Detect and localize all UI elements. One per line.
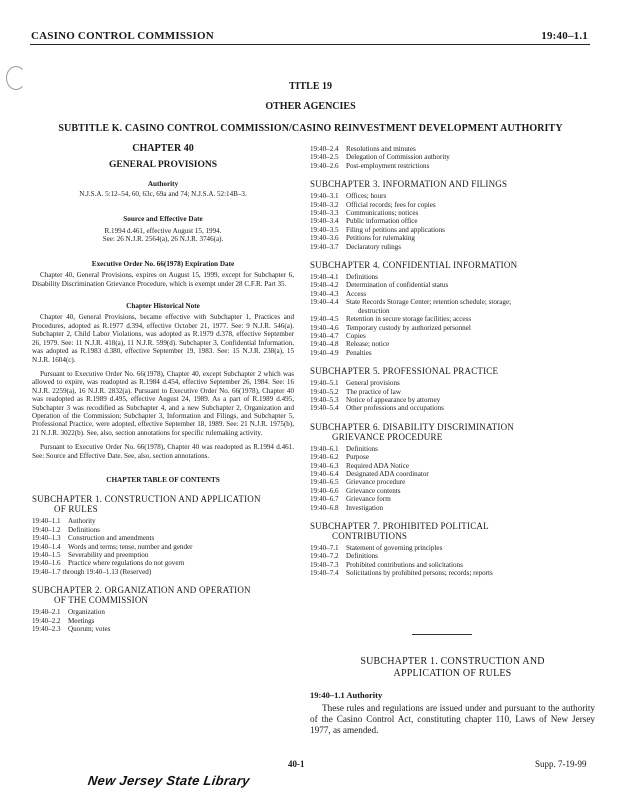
toc-item-number: 19:40–4.5 — [310, 315, 339, 324]
toc-item — [310, 192, 595, 200]
toc-item-title: Retention in secure storage facilities; access — [346, 315, 472, 324]
toc-subchapter-7-line-1: SUBCHAPTER 7. PROHIBITED POLITICAL — [310, 521, 489, 531]
toc-item-number: 19:40–2.5 — [310, 153, 339, 162]
toc-item-title: Grievance contents — [346, 486, 401, 495]
toc-item-number: 19:40–3.3 — [310, 209, 339, 218]
toc-item-title: Communications; notices — [346, 209, 419, 218]
toc-item — [32, 608, 294, 616]
toc-item-number: 19:40–2.6 — [310, 161, 339, 170]
toc-item-title: Temporary custody by authorized personnel — [346, 323, 471, 332]
toc-item-number: 19:40–3.2 — [310, 200, 339, 209]
body-subchapter-1-line-2: APPLICATION OF RULES — [393, 668, 512, 679]
toc-item-number: 19:40–6.4 — [310, 469, 339, 478]
toc-item — [310, 153, 595, 161]
library-stamp: New Jersey State Library — [86, 773, 251, 788]
toc-subchapter-1-list — [32, 517, 294, 576]
right-column — [310, 145, 595, 578]
source-line-2: See: 26 N.J.R. 2564(a), 26 N.J.R. 3746(a). — [102, 235, 224, 244]
toc-item — [310, 552, 595, 560]
toc-item — [310, 226, 595, 234]
toc-subchapter-6-line-2: GRIEVANCE PROCEDURE — [332, 431, 443, 442]
toc-item-title: Definitions — [68, 525, 100, 534]
toc-item-title: Solicitations by prohibited persons; records; reports — [346, 569, 493, 578]
toc-item-number: 19:40–1.4 — [32, 542, 61, 551]
toc-item — [32, 517, 294, 525]
toc-item — [310, 298, 595, 306]
toc-item-number: 19:40–2.1 — [32, 608, 61, 617]
toc-item-title: Filing of petitions and applications — [346, 225, 445, 234]
toc-item — [32, 617, 294, 625]
history-heading: Chapter Historical Note — [126, 302, 200, 311]
toc-item-number: 19:40–5.2 — [310, 387, 339, 396]
toc-item-title: Required ADA Notice — [346, 461, 410, 470]
toc-subchapter-2-line-2: OF THE COMMISSION — [54, 595, 149, 606]
toc-item-title: Practice where regulations do not govern — [68, 559, 185, 568]
toc-item-number: 19:40–3.1 — [310, 192, 339, 201]
exec-order-heading: Executive Order No. 66(1978) Expiration Date — [91, 259, 235, 268]
toc-subchapter-7-line-2: CONTRIBUTIONS — [332, 531, 408, 541]
toc-item-title: Notice of appearance by attorney — [346, 395, 441, 404]
toc-item — [310, 217, 595, 225]
toc-item — [310, 504, 595, 512]
chapter-name: GENERAL PROVISIONS — [109, 160, 217, 171]
toc-item-number: 19:40–6.7 — [310, 495, 339, 504]
section-text: These rules and regulations are issued under and pursuant to the authority of the Casino Control Act, constituting chapter 110, Laws of New Jersey 1977, as amended. — [310, 703, 595, 735]
toc-item-title: Designated ADA coordinator — [346, 469, 429, 478]
toc-item-title: The practice of law — [346, 387, 401, 396]
toc-item-number: 19:40–6.5 — [310, 478, 339, 487]
toc-item-title: Prohibited contributions and solicitations — [346, 560, 463, 569]
authority-heading: Authority — [147, 179, 179, 188]
toc-item-number: 19:40–3.7 — [310, 242, 339, 251]
toc-item — [310, 404, 595, 412]
toc-item-number: 19:40–7.3 — [310, 560, 339, 569]
toc-item-number: 19:40–2.3 — [32, 625, 61, 634]
toc-subchapter-2-line-1: SUBCHAPTER 2. ORGANIZATION AND OPERATION — [32, 585, 251, 596]
running-head-left: CASINO CONTROL COMMISSION — [31, 30, 214, 42]
toc-item-title: Severability and preemption — [68, 551, 149, 559]
toc-item-number: 19:40–4.8 — [310, 340, 339, 349]
toc-item-title: General provisions — [346, 379, 400, 388]
toc-subchapter-6-line-1: SUBCHAPTER 6. DISABILITY DISCRIMINATION — [310, 421, 514, 432]
toc-item — [310, 495, 595, 503]
toc-item-number: 19:40–7.1 — [310, 544, 339, 552]
toc-item — [310, 569, 595, 577]
toc-item — [32, 543, 294, 551]
toc-item — [310, 332, 595, 340]
toc-item — [310, 478, 595, 486]
toc-end-rule — [412, 634, 472, 635]
history-paragraph-1: Chapter 40, General Provisions, became effective with Subchapter 1, Practices and Procedures, adopted as R.1977 d.394, effective October 21, 1977. See: 9 N.J.R. 546(a). Subchapter 2, Child Labor Violations, was adopted as R.1979 d.378, effective September 26, 1979. See: 11 N.J.R. 418(a), 11 N.J.R. 599(d). Subchapter 3, Confidential Information, was adopted as R.1983 d.380, effective September 19, 1983. See: 15 N.J.R. 238(a), 15 N.J.R. 1604(c). — [32, 313, 294, 364]
toc-item-number: 19:40–2.2 — [32, 616, 61, 625]
toc-item — [310, 453, 595, 461]
toc-item-title: Determination of confidential status — [346, 281, 449, 290]
toc-item — [310, 315, 595, 323]
toc-item-number: 19:40–3.5 — [310, 225, 339, 234]
toc-item-number: 19:40–1.3 — [32, 534, 61, 543]
toc-item — [310, 290, 595, 298]
toc-item-number: 19:40–6.8 — [310, 503, 339, 512]
left-column — [32, 145, 294, 633]
toc-subchapter-4-list — [310, 273, 595, 357]
toc-item-title: Access — [346, 289, 367, 298]
toc-item-title: Delegation of Commission authority — [346, 153, 450, 162]
toc-item-number: 19:40–4.9 — [310, 348, 339, 357]
toc-item-title: Statement of governing principles — [346, 544, 443, 552]
running-head-right: 19:40–1.1 — [541, 30, 588, 42]
body-subchapter-1-heading — [310, 656, 595, 680]
toc-item — [310, 162, 595, 170]
toc-item-number: 19:40–4.1 — [310, 273, 339, 282]
toc-subchapter-4-heading: SUBCHAPTER 4. CONFIDENTIAL INFORMATION — [310, 260, 518, 271]
toc-item-title: Other professions and occupations — [346, 404, 444, 413]
source-line-1: R.1994 d.461, effective August 15, 1994. — [104, 227, 222, 236]
toc-item — [310, 349, 595, 357]
toc-item-continuation: destruction — [358, 306, 390, 315]
toc-item — [310, 388, 595, 396]
toc-item — [32, 559, 294, 567]
toc-item-title: Penalties — [346, 348, 372, 357]
toc-item-title: Definitions — [346, 273, 378, 282]
toc-subchapter-7-list — [310, 544, 595, 578]
toc-item-title: Authority — [68, 517, 96, 526]
toc-item-number: 19:40–1.6 — [32, 559, 61, 568]
agency-heading: OTHER AGENCIES — [265, 101, 356, 112]
toc-item-number: 19:40–6.2 — [310, 453, 339, 462]
toc-item-number: 19:40–3.4 — [310, 217, 339, 226]
toc-item — [310, 379, 595, 387]
toc-item-title: Construction and amendments — [68, 534, 155, 543]
toc-item-title: Release; notice — [346, 340, 390, 349]
toc-item-title: Grievance procedure — [346, 478, 406, 487]
toc-item-title: Investigation — [346, 503, 384, 512]
toc-item-number: 19:40–4.6 — [310, 323, 339, 332]
supplement-date: Supp. 7-19-99 — [535, 759, 587, 769]
toc-item — [310, 487, 595, 495]
authority-text: N.J.S.A. 5:12–54, 60, 63c, 69a and 74; N.J.S.A. 52:14B–3. — [79, 190, 247, 199]
toc-subchapter-1-line-2: OF RULES — [54, 504, 98, 515]
toc-item-title: State Records Storage Center; retention schedule; storage; — [346, 298, 512, 307]
section-heading: 19:40–1.1 Authority — [310, 690, 383, 700]
toc-item — [310, 396, 595, 404]
toc-subchapter-1-line-1: SUBCHAPTER 1. CONSTRUCTION AND APPLICATION — [32, 494, 261, 505]
toc-item-title: Definitions — [346, 444, 378, 453]
toc-item-title: Meetings — [68, 616, 95, 625]
toc-item — [310, 281, 595, 289]
toc-item — [310, 445, 595, 453]
body-subchapter-1-line-1: SUBCHAPTER 1. CONSTRUCTION AND — [360, 656, 545, 667]
toc-subchapter-3-heading: SUBCHAPTER 3. INFORMATION AND FILINGS — [310, 179, 508, 190]
toc-item — [310, 340, 595, 348]
toc-item-title: Petitions for rulemaking — [346, 234, 415, 243]
toc-subchapter-6-heading — [310, 422, 595, 442]
header-rule — [30, 44, 590, 45]
toc-item — [310, 544, 595, 552]
toc-item-title: Definitions — [346, 552, 378, 561]
toc-item — [32, 551, 294, 559]
chapter-number: CHAPTER 40 — [132, 143, 194, 154]
toc-subchapter-7-heading — [310, 521, 595, 541]
toc-item-number: 19:40–7.2 — [310, 552, 339, 561]
toc-item-number: 19:40–4.3 — [310, 289, 339, 298]
toc-item-title: Organization — [68, 608, 105, 617]
title: TITLE 19 — [288, 81, 333, 92]
toc-item — [310, 234, 595, 242]
toc-item-number: 19:40–1.2 — [32, 525, 61, 534]
toc-item-number: 19:40–5.1 — [310, 379, 339, 388]
toc-item — [310, 273, 595, 281]
toc-item-title: Public information office — [346, 217, 418, 226]
toc-item — [32, 534, 294, 542]
toc-item-number: 19:40–5.4 — [310, 404, 339, 413]
history-paragraph-3: Pursuant to Executive Order No. 66(1978), Chapter 40 was readopted as R.1994 d.461. See: Source and Effective Date. See, also, section annotations. — [32, 443, 294, 460]
toc-item — [32, 625, 294, 633]
toc-item-number: 19:40–4.4 — [310, 298, 339, 307]
toc-item-number: 19:40–2.4 — [310, 145, 339, 153]
toc-item-title: Grievance form — [346, 495, 391, 504]
toc-item-title: Post-employment restrictions — [346, 161, 430, 170]
toc-subchapter-2-list-part-1 — [32, 608, 294, 633]
toc-item-number: 19:40–1.1 — [32, 517, 61, 526]
toc-subchapter-6-list — [310, 445, 595, 512]
toc-item — [310, 145, 595, 153]
toc-item — [32, 526, 294, 534]
toc-item-title: Official records; fees for copies — [346, 200, 436, 209]
toc-item-title: Purpose — [346, 453, 369, 462]
page-folio: 40-1 — [288, 759, 305, 769]
toc-item-title: Offices; hours — [346, 192, 387, 201]
toc-item-title: Resolutions and minutes — [346, 145, 416, 153]
exec-order-text: Chapter 40, General Provisions, expires on August 15, 1999, except for Subchapter 6, Disability Discrimination Grievance Procedure, which is exempt under 28 C.F.R. Part 35. — [32, 271, 294, 288]
subtitle-heading: SUBTITLE K. CASINO CONTROL COMMISSION/CASINO REINVESTMENT DEVELOPMENT AUTHORITY — [58, 123, 563, 134]
toc-item-title: Declaratory rulings — [346, 242, 401, 251]
toc-reserved-range: 19:40–1.7 through 19:40–1.13 (Reserved) — [32, 567, 152, 576]
toc-item — [310, 561, 595, 569]
toc-item-number: 19:40–5.3 — [310, 395, 339, 404]
toc-subchapter-2-heading — [32, 585, 294, 605]
toc-subchapter-2-list-part-2 — [310, 145, 595, 170]
toc-item-number: 19:40–6.6 — [310, 486, 339, 495]
toc-item — [310, 470, 595, 478]
toc-item-number: 19:40–6.3 — [310, 461, 339, 470]
toc-heading: CHAPTER TABLE OF CONTENTS — [106, 475, 220, 484]
toc-subchapter-5-list — [310, 379, 595, 413]
toc-item-number: 19:40–1.5 — [32, 551, 61, 559]
toc-subchapter-5-heading: SUBCHAPTER 5. PROFESSIONAL PRACTICE — [310, 366, 499, 377]
toc-item-number: 19:40–4.2 — [310, 281, 339, 290]
toc-item-number: 19:40–4.7 — [310, 331, 339, 340]
history-paragraph-2: Pursuant to Executive Order No. 66(1978), Chapter 40, except Subchapter 2 which was allowed to expire, was readopted as R.1984 d.454, effective September 26, 1984. See: 16 N.J.R. 2259(a), 16 N.J.R. 2832(a). Pursuant to Executive Order No. 66(1978), Chapter 40 was readopted as R.1989 d.495, effective August 24, 1989. As a part of R.1989 d.495, Subchapter 3 was recodified as Subchapter 4, and a new Subchapter 2, Organization and Operation of the Commission; Subchapter 3, Information and Filings, and Subchapter 5, Professional Practice, were adopted, effective September 18, 1989. See: 21 N.J.R. 1975(b), 21 N.J.R. 3022(b). See, also, section annotations for specific rulemaking activity. — [32, 369, 294, 437]
toc-item — [310, 243, 595, 251]
toc-item-title: Copies — [346, 331, 366, 340]
toc-subchapter-1-heading — [32, 494, 294, 514]
toc-item — [310, 462, 595, 470]
toc-subchapter-3-list — [310, 192, 595, 251]
toc-item — [310, 209, 595, 217]
toc-item-number: 19:40–3.6 — [310, 234, 339, 243]
toc-item-title: Words and terms; tense, number and gender — [68, 542, 193, 551]
toc-item-number: 19:40–6.1 — [310, 444, 339, 453]
toc-item — [310, 324, 595, 332]
toc-item-number: 19:40–7.4 — [310, 569, 339, 578]
toc-item-title: Quorum; votes — [68, 625, 111, 634]
source-heading: Source and Effective Date — [123, 214, 203, 223]
toc-item — [310, 201, 595, 209]
